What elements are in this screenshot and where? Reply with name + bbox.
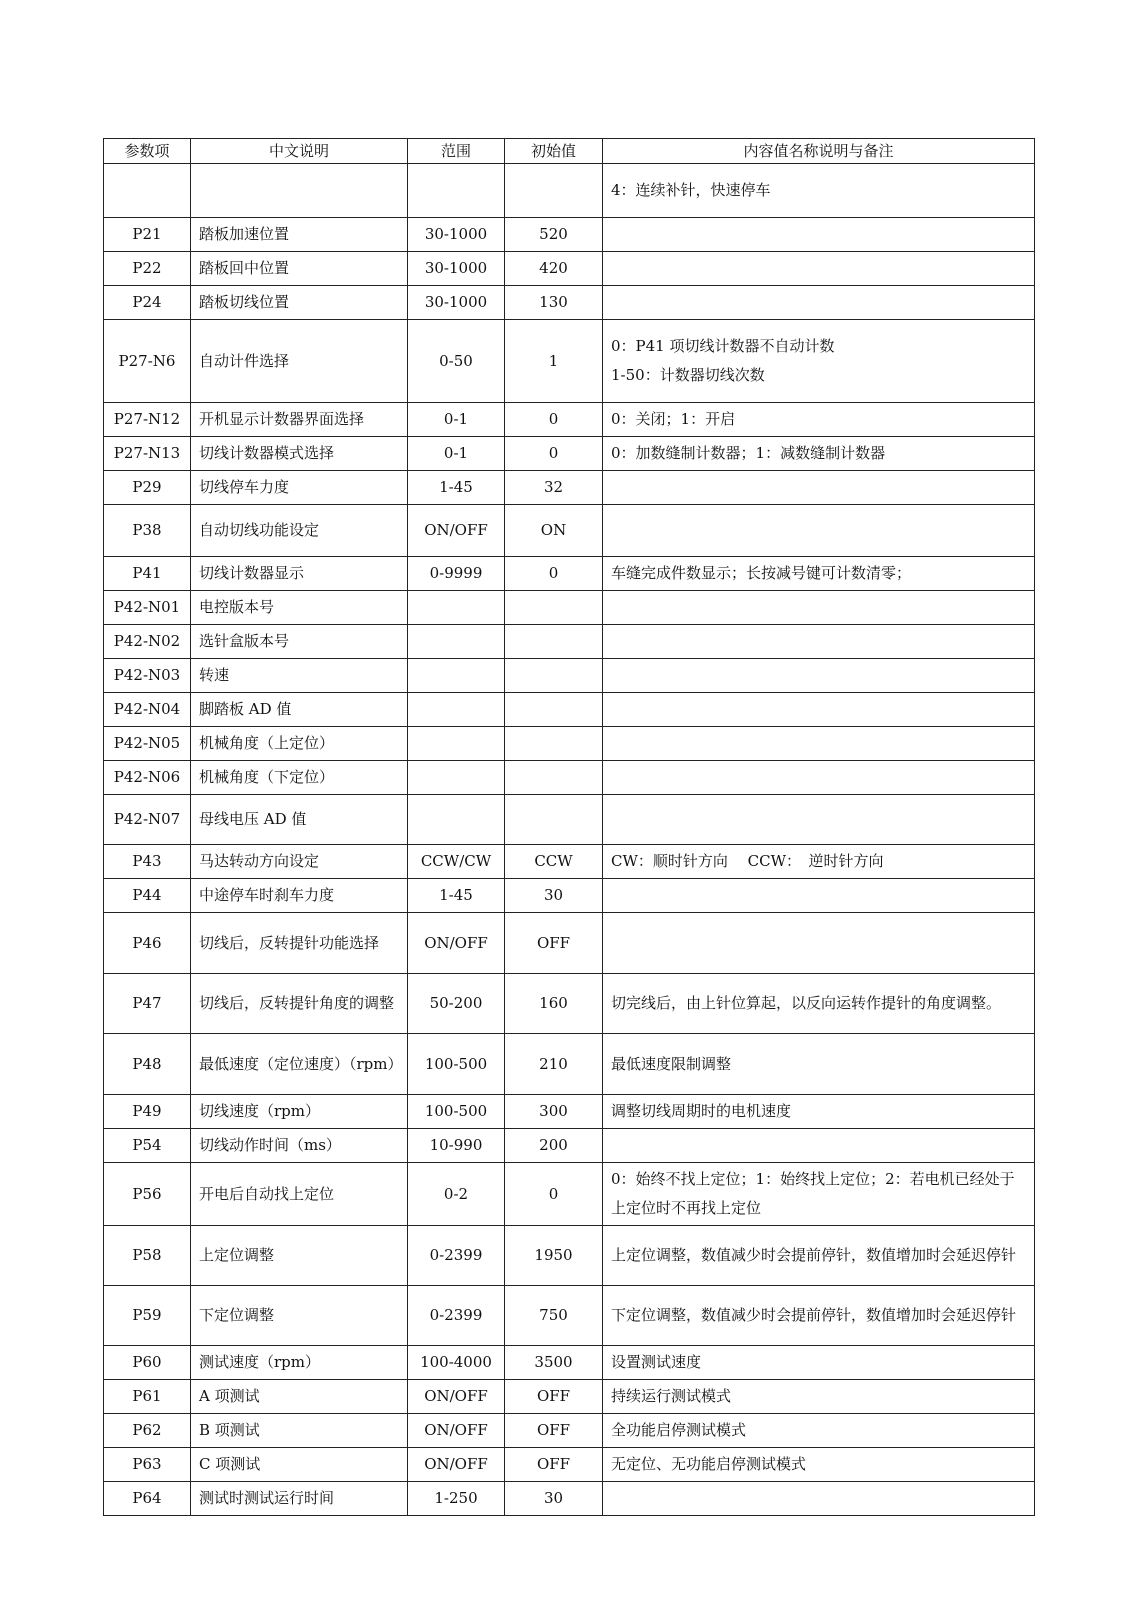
param-cell: P27-N6 xyxy=(104,320,191,403)
notes-cell xyxy=(603,505,1035,557)
description-cell: 电控版本号 xyxy=(191,591,408,625)
range-cell: 0-1 xyxy=(408,403,505,437)
initial-value-cell: OFF xyxy=(505,1380,603,1414)
notes-cell xyxy=(603,471,1035,505)
range-cell: ON/OFF xyxy=(408,505,505,557)
description-cell: 机械角度（上定位） xyxy=(191,727,408,761)
description-cell: 开机显示计数器界面选择 xyxy=(191,403,408,437)
param-cell: P56 xyxy=(104,1163,191,1226)
table-row xyxy=(104,557,1035,591)
table-row xyxy=(104,1095,1035,1129)
table-row xyxy=(104,1034,1035,1095)
table-row xyxy=(104,727,1035,761)
range-cell: 50-200 xyxy=(408,974,505,1034)
description-cell: 上定位调整 xyxy=(191,1226,408,1286)
table-row xyxy=(104,795,1035,845)
notes-cell xyxy=(603,761,1035,795)
note-line: 切完线后，由上针位算起，以反向运转作提针的角度调整。 xyxy=(611,994,1002,1012)
range-cell xyxy=(408,761,505,795)
description-cell: 测试速度（rpm） xyxy=(191,1346,408,1380)
range-cell xyxy=(408,591,505,625)
notes-cell xyxy=(603,320,1035,403)
range-cell xyxy=(408,727,505,761)
table-row xyxy=(104,913,1035,974)
header-initial-value: 初始值 xyxy=(505,139,603,164)
range-cell: 100-500 xyxy=(408,1034,505,1095)
table-row xyxy=(104,659,1035,693)
notes-cell xyxy=(603,845,1035,879)
table-row xyxy=(104,218,1035,252)
range-cell xyxy=(408,164,505,218)
table-row xyxy=(104,1129,1035,1163)
initial-value-cell: 30 xyxy=(505,1482,603,1516)
range-cell xyxy=(408,693,505,727)
initial-value-cell: 200 xyxy=(505,1129,603,1163)
range-cell xyxy=(408,795,505,845)
range-cell: 0-50 xyxy=(408,320,505,403)
notes-cell xyxy=(603,1414,1035,1448)
notes-cell xyxy=(603,218,1035,252)
range-cell: 30-1000 xyxy=(408,252,505,286)
param-cell: P61 xyxy=(104,1380,191,1414)
param-cell: P29 xyxy=(104,471,191,505)
notes-cell xyxy=(603,1346,1035,1380)
description-cell: 转速 xyxy=(191,659,408,693)
description-cell: C 项测试 xyxy=(191,1448,408,1482)
note-line: 全功能启停测试模式 xyxy=(611,1421,747,1439)
range-cell: ON/OFF xyxy=(408,913,505,974)
table-row xyxy=(104,252,1035,286)
param-cell: P60 xyxy=(104,1346,191,1380)
range-cell: 100-500 xyxy=(408,1095,505,1129)
initial-value-cell xyxy=(505,659,603,693)
table-row xyxy=(104,761,1035,795)
header-param: 参数项 xyxy=(104,139,191,164)
notes-cell xyxy=(603,1286,1035,1346)
initial-value-cell xyxy=(505,727,603,761)
notes-cell xyxy=(603,557,1035,591)
note-line: 调整切线周期时的电机速度 xyxy=(611,1102,792,1120)
initial-value-cell: 420 xyxy=(505,252,603,286)
notes-cell xyxy=(603,1129,1035,1163)
table-row xyxy=(104,1226,1035,1286)
range-cell: 1-250 xyxy=(408,1482,505,1516)
initial-value-cell: 160 xyxy=(505,974,603,1034)
table-body xyxy=(104,164,1035,1516)
param-cell: P42-N05 xyxy=(104,727,191,761)
note-line: 下定位调整，数值减少时会提前停针，数值增加时会延迟停针 xyxy=(611,1306,1017,1324)
param-cell: P63 xyxy=(104,1448,191,1482)
note-line: 0：关闭；1：开启 xyxy=(611,410,736,428)
notes-cell xyxy=(603,1482,1035,1516)
description-cell: 测试时测试运行时间 xyxy=(191,1482,408,1516)
initial-value-cell: 130 xyxy=(505,286,603,320)
table-row xyxy=(104,1414,1035,1448)
description-cell: 切线停车力度 xyxy=(191,471,408,505)
note-line: 设置测试速度 xyxy=(611,1353,702,1371)
notes-cell xyxy=(603,659,1035,693)
notes-cell xyxy=(603,913,1035,974)
table-header xyxy=(104,139,1035,164)
param-cell: P41 xyxy=(104,557,191,591)
description-cell: 马达转动方向设定 xyxy=(191,845,408,879)
table-row xyxy=(104,591,1035,625)
description-cell: B 项测试 xyxy=(191,1414,408,1448)
notes-cell xyxy=(603,1163,1035,1226)
notes-cell xyxy=(603,795,1035,845)
table-row xyxy=(104,1346,1035,1380)
header-range: 范围 xyxy=(408,139,505,164)
range-cell: 10-990 xyxy=(408,1129,505,1163)
initial-value-cell: OFF xyxy=(505,1414,603,1448)
param-cell: P48 xyxy=(104,1034,191,1095)
header-row xyxy=(104,139,1035,164)
param-cell: P42-N01 xyxy=(104,591,191,625)
param-cell: P21 xyxy=(104,218,191,252)
note-line: 0：P41 项切线计数器不自动计数 xyxy=(611,337,835,355)
description-cell: 脚踏板 AD 值 xyxy=(191,693,408,727)
description-cell: A 项测试 xyxy=(191,1380,408,1414)
range-cell: 0-2399 xyxy=(408,1286,505,1346)
description-cell: 踏板回中位置 xyxy=(191,252,408,286)
description-cell: 切线计数器模式选择 xyxy=(191,437,408,471)
param-cell: P42-N07 xyxy=(104,795,191,845)
note-line: 1-50：计数器切线次数 xyxy=(611,366,765,384)
table-row xyxy=(104,403,1035,437)
param-cell: P22 xyxy=(104,252,191,286)
parameter-table xyxy=(103,138,1035,1516)
notes-cell xyxy=(603,727,1035,761)
param-cell: P58 xyxy=(104,1226,191,1286)
initial-value-cell: 1 xyxy=(505,320,603,403)
initial-value-cell xyxy=(505,761,603,795)
initial-value-cell: 30 xyxy=(505,879,603,913)
param-cell: P59 xyxy=(104,1286,191,1346)
initial-value-cell xyxy=(505,625,603,659)
initial-value-cell: 210 xyxy=(505,1034,603,1095)
param-cell: P38 xyxy=(104,505,191,557)
initial-value-cell: 1950 xyxy=(505,1226,603,1286)
note-line: 车缝完成件数显示；长按减号键可计数清零； xyxy=(611,564,912,582)
range-cell: 0-2399 xyxy=(408,1226,505,1286)
table-row xyxy=(104,1380,1035,1414)
range-cell: 0-9999 xyxy=(408,557,505,591)
description-cell: 自动计件选择 xyxy=(191,320,408,403)
note-line: CW：顺时针方向 CCW： 逆时针方向 xyxy=(611,852,884,870)
range-cell xyxy=(408,625,505,659)
description-cell: 下定位调整 xyxy=(191,1286,408,1346)
notes-cell xyxy=(603,437,1035,471)
table-row xyxy=(104,693,1035,727)
table-row xyxy=(104,471,1035,505)
header-description: 中文说明 xyxy=(191,139,408,164)
range-cell: 1-45 xyxy=(408,879,505,913)
note-line: 最低速度限制调整 xyxy=(611,1054,732,1073)
param-cell: P46 xyxy=(104,913,191,974)
param-cell: P47 xyxy=(104,974,191,1034)
notes-cell xyxy=(603,286,1035,320)
range-cell: CCW/CW xyxy=(408,845,505,879)
notes-cell xyxy=(603,879,1035,913)
range-cell: ON/OFF xyxy=(408,1448,505,1482)
description-cell: 踏板加速位置 xyxy=(191,218,408,252)
notes-cell xyxy=(603,625,1035,659)
range-cell: 30-1000 xyxy=(408,218,505,252)
notes-cell xyxy=(603,1034,1035,1095)
notes-cell xyxy=(603,591,1035,625)
initial-value-cell xyxy=(505,795,603,845)
table-row xyxy=(104,845,1035,879)
notes-cell xyxy=(603,1095,1035,1129)
param-cell: P27-N13 xyxy=(104,437,191,471)
description-cell: 切线后，反转提针功能选择 xyxy=(191,913,408,974)
param-cell: P49 xyxy=(104,1095,191,1129)
description-cell: 切线速度（rpm） xyxy=(191,1095,408,1129)
description-cell: 选针盒版本号 xyxy=(191,625,408,659)
table-row xyxy=(104,437,1035,471)
initial-value-cell: 0 xyxy=(505,1163,603,1226)
range-cell: 0-2 xyxy=(408,1163,505,1226)
initial-value-cell: 750 xyxy=(505,1286,603,1346)
table-row xyxy=(104,286,1035,320)
range-cell: ON/OFF xyxy=(408,1414,505,1448)
notes-cell xyxy=(603,1226,1035,1286)
note-line: 0：始终不找上定位；1：始终找上定位；2：若电机已经处于上定位时不再找上定位 xyxy=(611,1170,1015,1217)
description-cell: 开电后自动找上定位 xyxy=(191,1163,408,1226)
initial-value-cell: 0 xyxy=(505,403,603,437)
range-cell: 100-4000 xyxy=(408,1346,505,1380)
description-cell: 切线动作时间（ms） xyxy=(191,1129,408,1163)
description-cell xyxy=(191,164,408,218)
table-row xyxy=(104,505,1035,557)
table-row xyxy=(104,879,1035,913)
initial-value-cell: 520 xyxy=(505,218,603,252)
param-cell: P43 xyxy=(104,845,191,879)
table-row xyxy=(104,974,1035,1034)
param-cell: P54 xyxy=(104,1129,191,1163)
param-cell: P42-N03 xyxy=(104,659,191,693)
initial-value-cell: ON xyxy=(505,505,603,557)
table-row xyxy=(104,1448,1035,1482)
range-cell: 0-1 xyxy=(408,437,505,471)
notes-cell xyxy=(603,164,1035,218)
table-row xyxy=(104,1482,1035,1516)
note-line: 持续运行测试模式 xyxy=(611,1387,732,1405)
note-line: 上定位调整，数值减少时会提前停针，数值增加时会延迟停针 xyxy=(611,1246,1017,1264)
initial-value-cell: OFF xyxy=(505,913,603,974)
initial-value-cell: 0 xyxy=(505,557,603,591)
range-cell: ON/OFF xyxy=(408,1380,505,1414)
header-notes: 内容值名称说明与备注 xyxy=(603,139,1035,164)
description-cell: 母线电压 AD 值 xyxy=(191,795,408,845)
table-row xyxy=(104,625,1035,659)
table-row xyxy=(104,320,1035,403)
param-cell: P64 xyxy=(104,1482,191,1516)
initial-value-cell: 300 xyxy=(505,1095,603,1129)
initial-value-cell: 0 xyxy=(505,437,603,471)
description-cell: 中途停车时刹车力度 xyxy=(191,879,408,913)
param-cell: P44 xyxy=(104,879,191,913)
notes-cell xyxy=(603,403,1035,437)
notes-cell xyxy=(603,1448,1035,1482)
notes-cell xyxy=(603,974,1035,1034)
table-row xyxy=(104,164,1035,218)
note-line: 4：连续补针，快速停车 xyxy=(611,181,771,199)
description-cell: 机械角度（下定位） xyxy=(191,761,408,795)
description-cell: 最低速度（定位速度）（rpm） xyxy=(191,1034,408,1095)
table-row xyxy=(104,1163,1035,1226)
initial-value-cell: CCW xyxy=(505,845,603,879)
description-cell: 切线计数器显示 xyxy=(191,557,408,591)
param-cell: P42-N04 xyxy=(104,693,191,727)
description-cell: 自动切线功能设定 xyxy=(191,505,408,557)
notes-cell xyxy=(603,1380,1035,1414)
param-cell: P42-N06 xyxy=(104,761,191,795)
notes-cell xyxy=(603,252,1035,286)
initial-value-cell: OFF xyxy=(505,1448,603,1482)
initial-value-cell: 32 xyxy=(505,471,603,505)
param-cell: P27-N12 xyxy=(104,403,191,437)
note-line: 无定位、无功能启停测试模式 xyxy=(611,1455,807,1473)
range-cell: 1-45 xyxy=(408,471,505,505)
param-cell xyxy=(104,164,191,218)
table-row xyxy=(104,1286,1035,1346)
initial-value-cell xyxy=(505,591,603,625)
description-cell: 切线后，反转提针角度的调整 xyxy=(191,974,408,1034)
description-cell: 踏板切线位置 xyxy=(191,286,408,320)
initial-value-cell xyxy=(505,164,603,218)
range-cell: 30-1000 xyxy=(408,286,505,320)
initial-value-cell xyxy=(505,693,603,727)
param-cell: P24 xyxy=(104,286,191,320)
note-line: 0：加数缝制计数器；1：减数缝制计数器 xyxy=(611,444,886,462)
param-cell: P42-N02 xyxy=(104,625,191,659)
param-cell: P62 xyxy=(104,1414,191,1448)
range-cell xyxy=(408,659,505,693)
initial-value-cell: 3500 xyxy=(505,1346,603,1380)
notes-cell xyxy=(603,693,1035,727)
